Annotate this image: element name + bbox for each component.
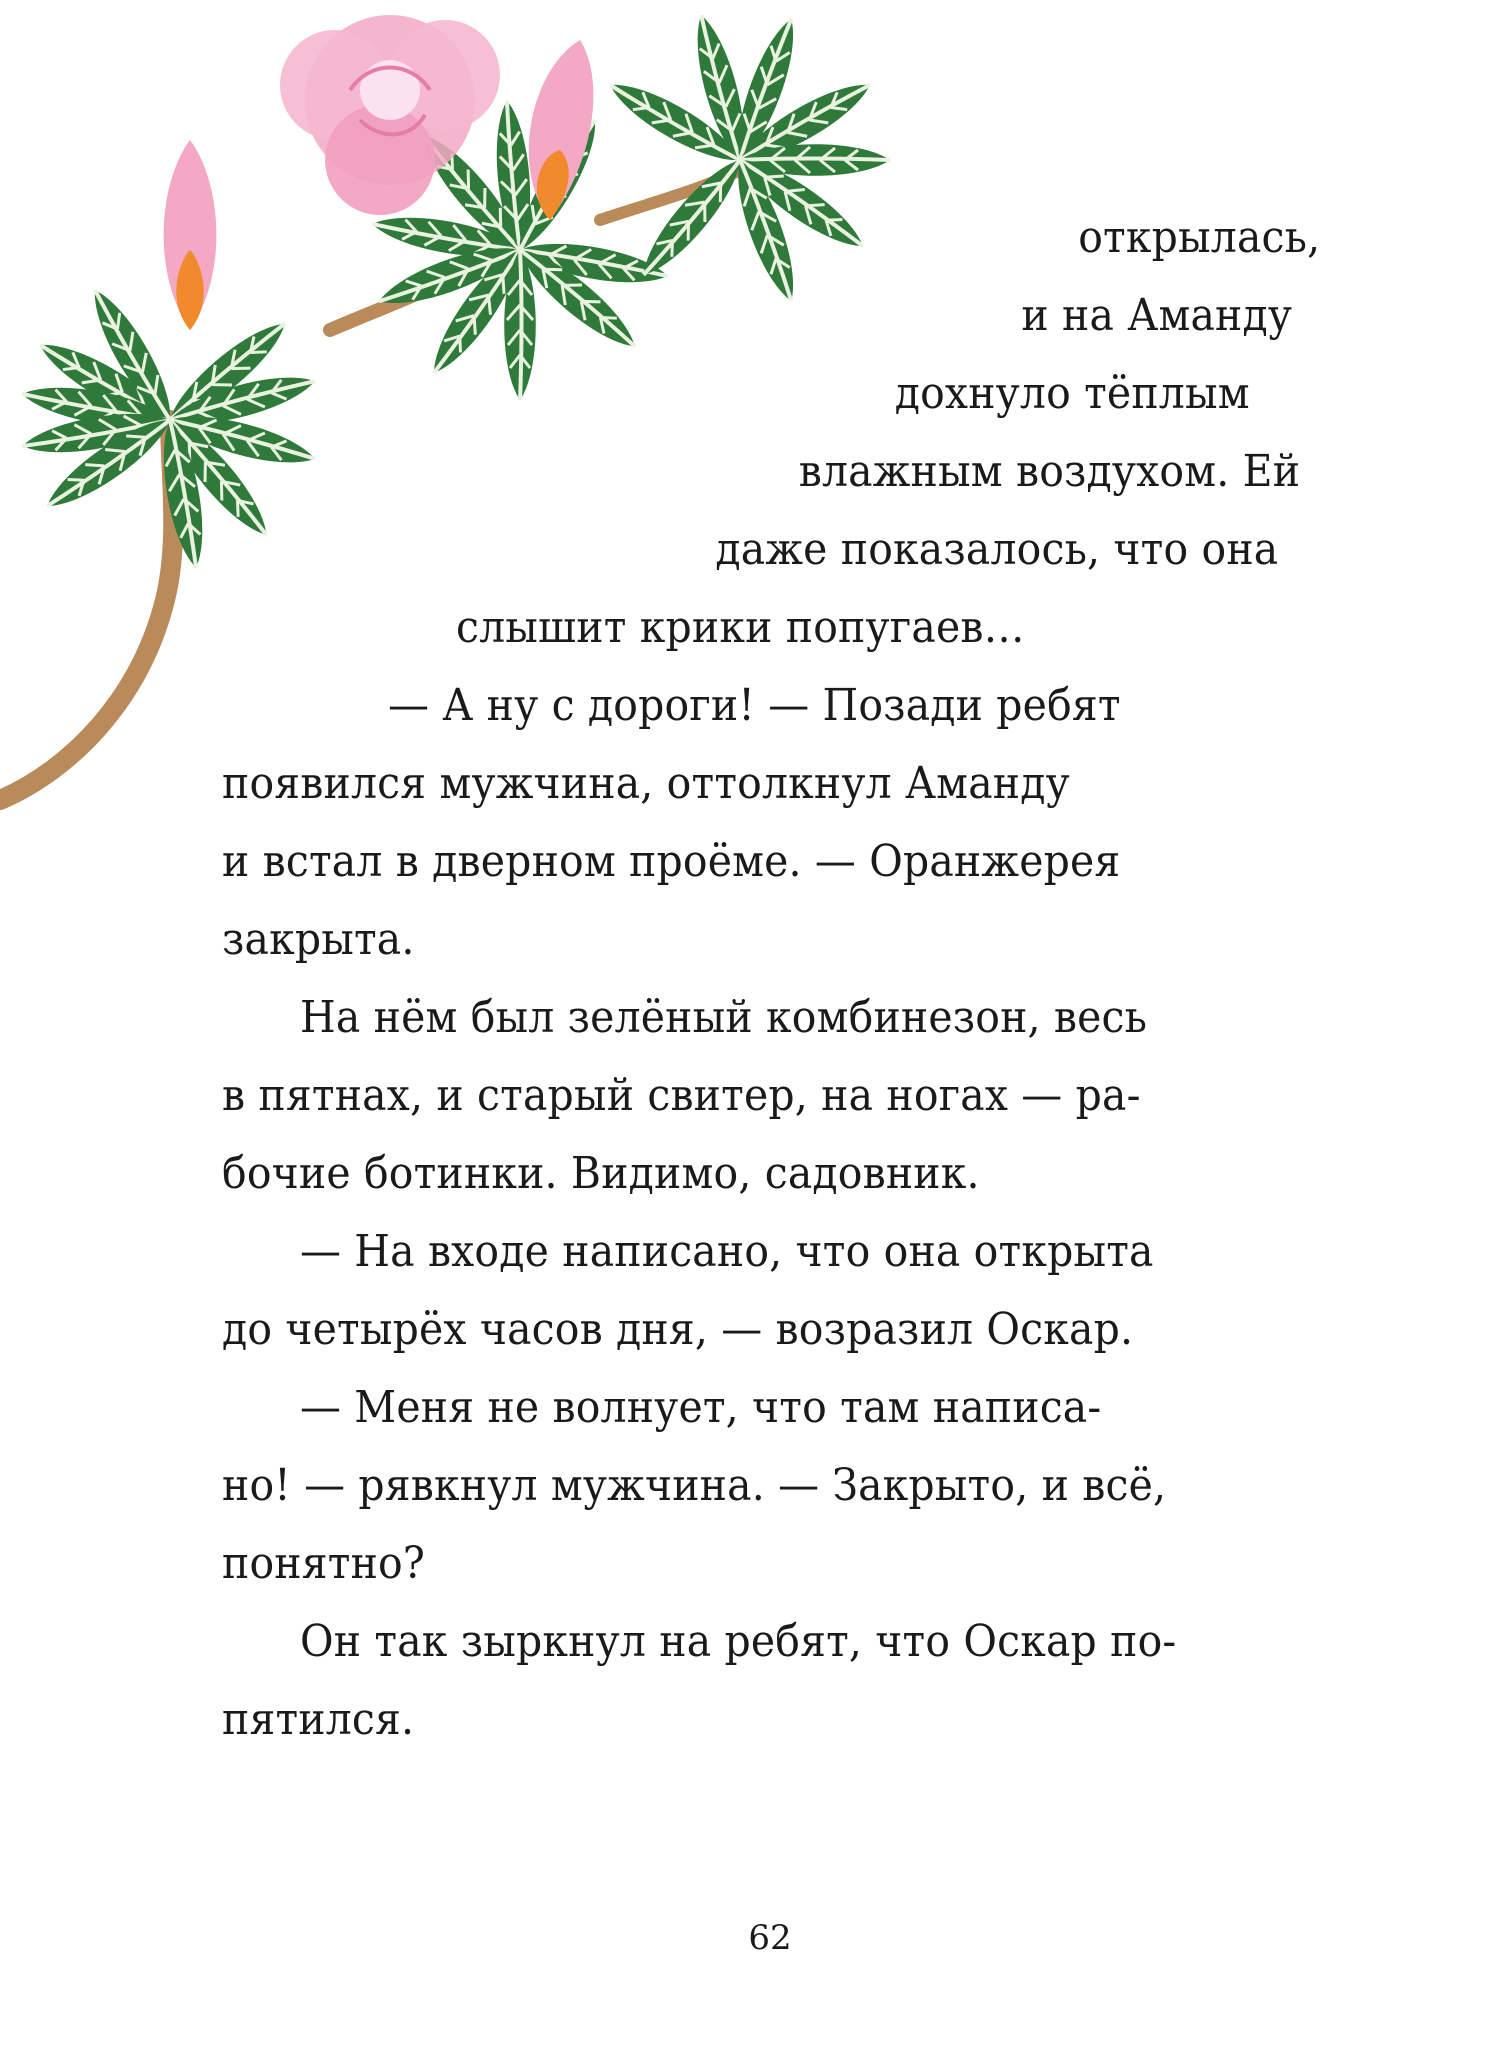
text-line-20: пятился. bbox=[222, 1694, 415, 1745]
text-line-8: появился мужчина, оттолкнул Аманду bbox=[222, 758, 1070, 809]
text-line-2: и на Аманду bbox=[1021, 290, 1292, 341]
text-line-13: бочие ботинки. Видимо, садовник. bbox=[222, 1148, 980, 1199]
text-line-14: — На входе написано, что она открыта bbox=[300, 1226, 1154, 1277]
text-line-17: но! — рявкнул мужчина. — Закрыто, и всё, bbox=[222, 1460, 1167, 1511]
text-line-9: и встал в дверном проёме. — Оранжерея bbox=[222, 836, 1121, 887]
text-line-19: Он так зыркнул на ребят, что Оскар по- bbox=[300, 1616, 1177, 1667]
page-number: 62 bbox=[748, 1918, 792, 1958]
text-line-15: до четырёх часов дня, — возразил Оскар. bbox=[222, 1304, 1134, 1355]
text-line-18: понятно? bbox=[222, 1538, 425, 1589]
text-line-5: даже показалось, что она bbox=[715, 524, 1278, 575]
text-line-3: дохнуло тёплым bbox=[894, 368, 1250, 419]
text-line-12: в пятнах, и старый свитер, на ногах — ра- bbox=[222, 1070, 1141, 1121]
text-line-7: — А ну с дороги! — Позади ребят bbox=[388, 680, 1121, 731]
text-line-1: открылась, bbox=[1077, 212, 1320, 263]
text-line-6: слышит крики попугаев… bbox=[456, 602, 1025, 653]
text-line-11: На нём был зелёный комбинезон, весь bbox=[300, 992, 1148, 1043]
text-line-10: закрыта. bbox=[222, 914, 415, 965]
flower-bud-middle bbox=[529, 40, 594, 220]
flower-bud-left bbox=[164, 140, 217, 330]
text-line-4: влажным воздухом. Ей bbox=[798, 446, 1300, 497]
text-line-16: — Меня не волнует, что там написа- bbox=[300, 1382, 1102, 1433]
